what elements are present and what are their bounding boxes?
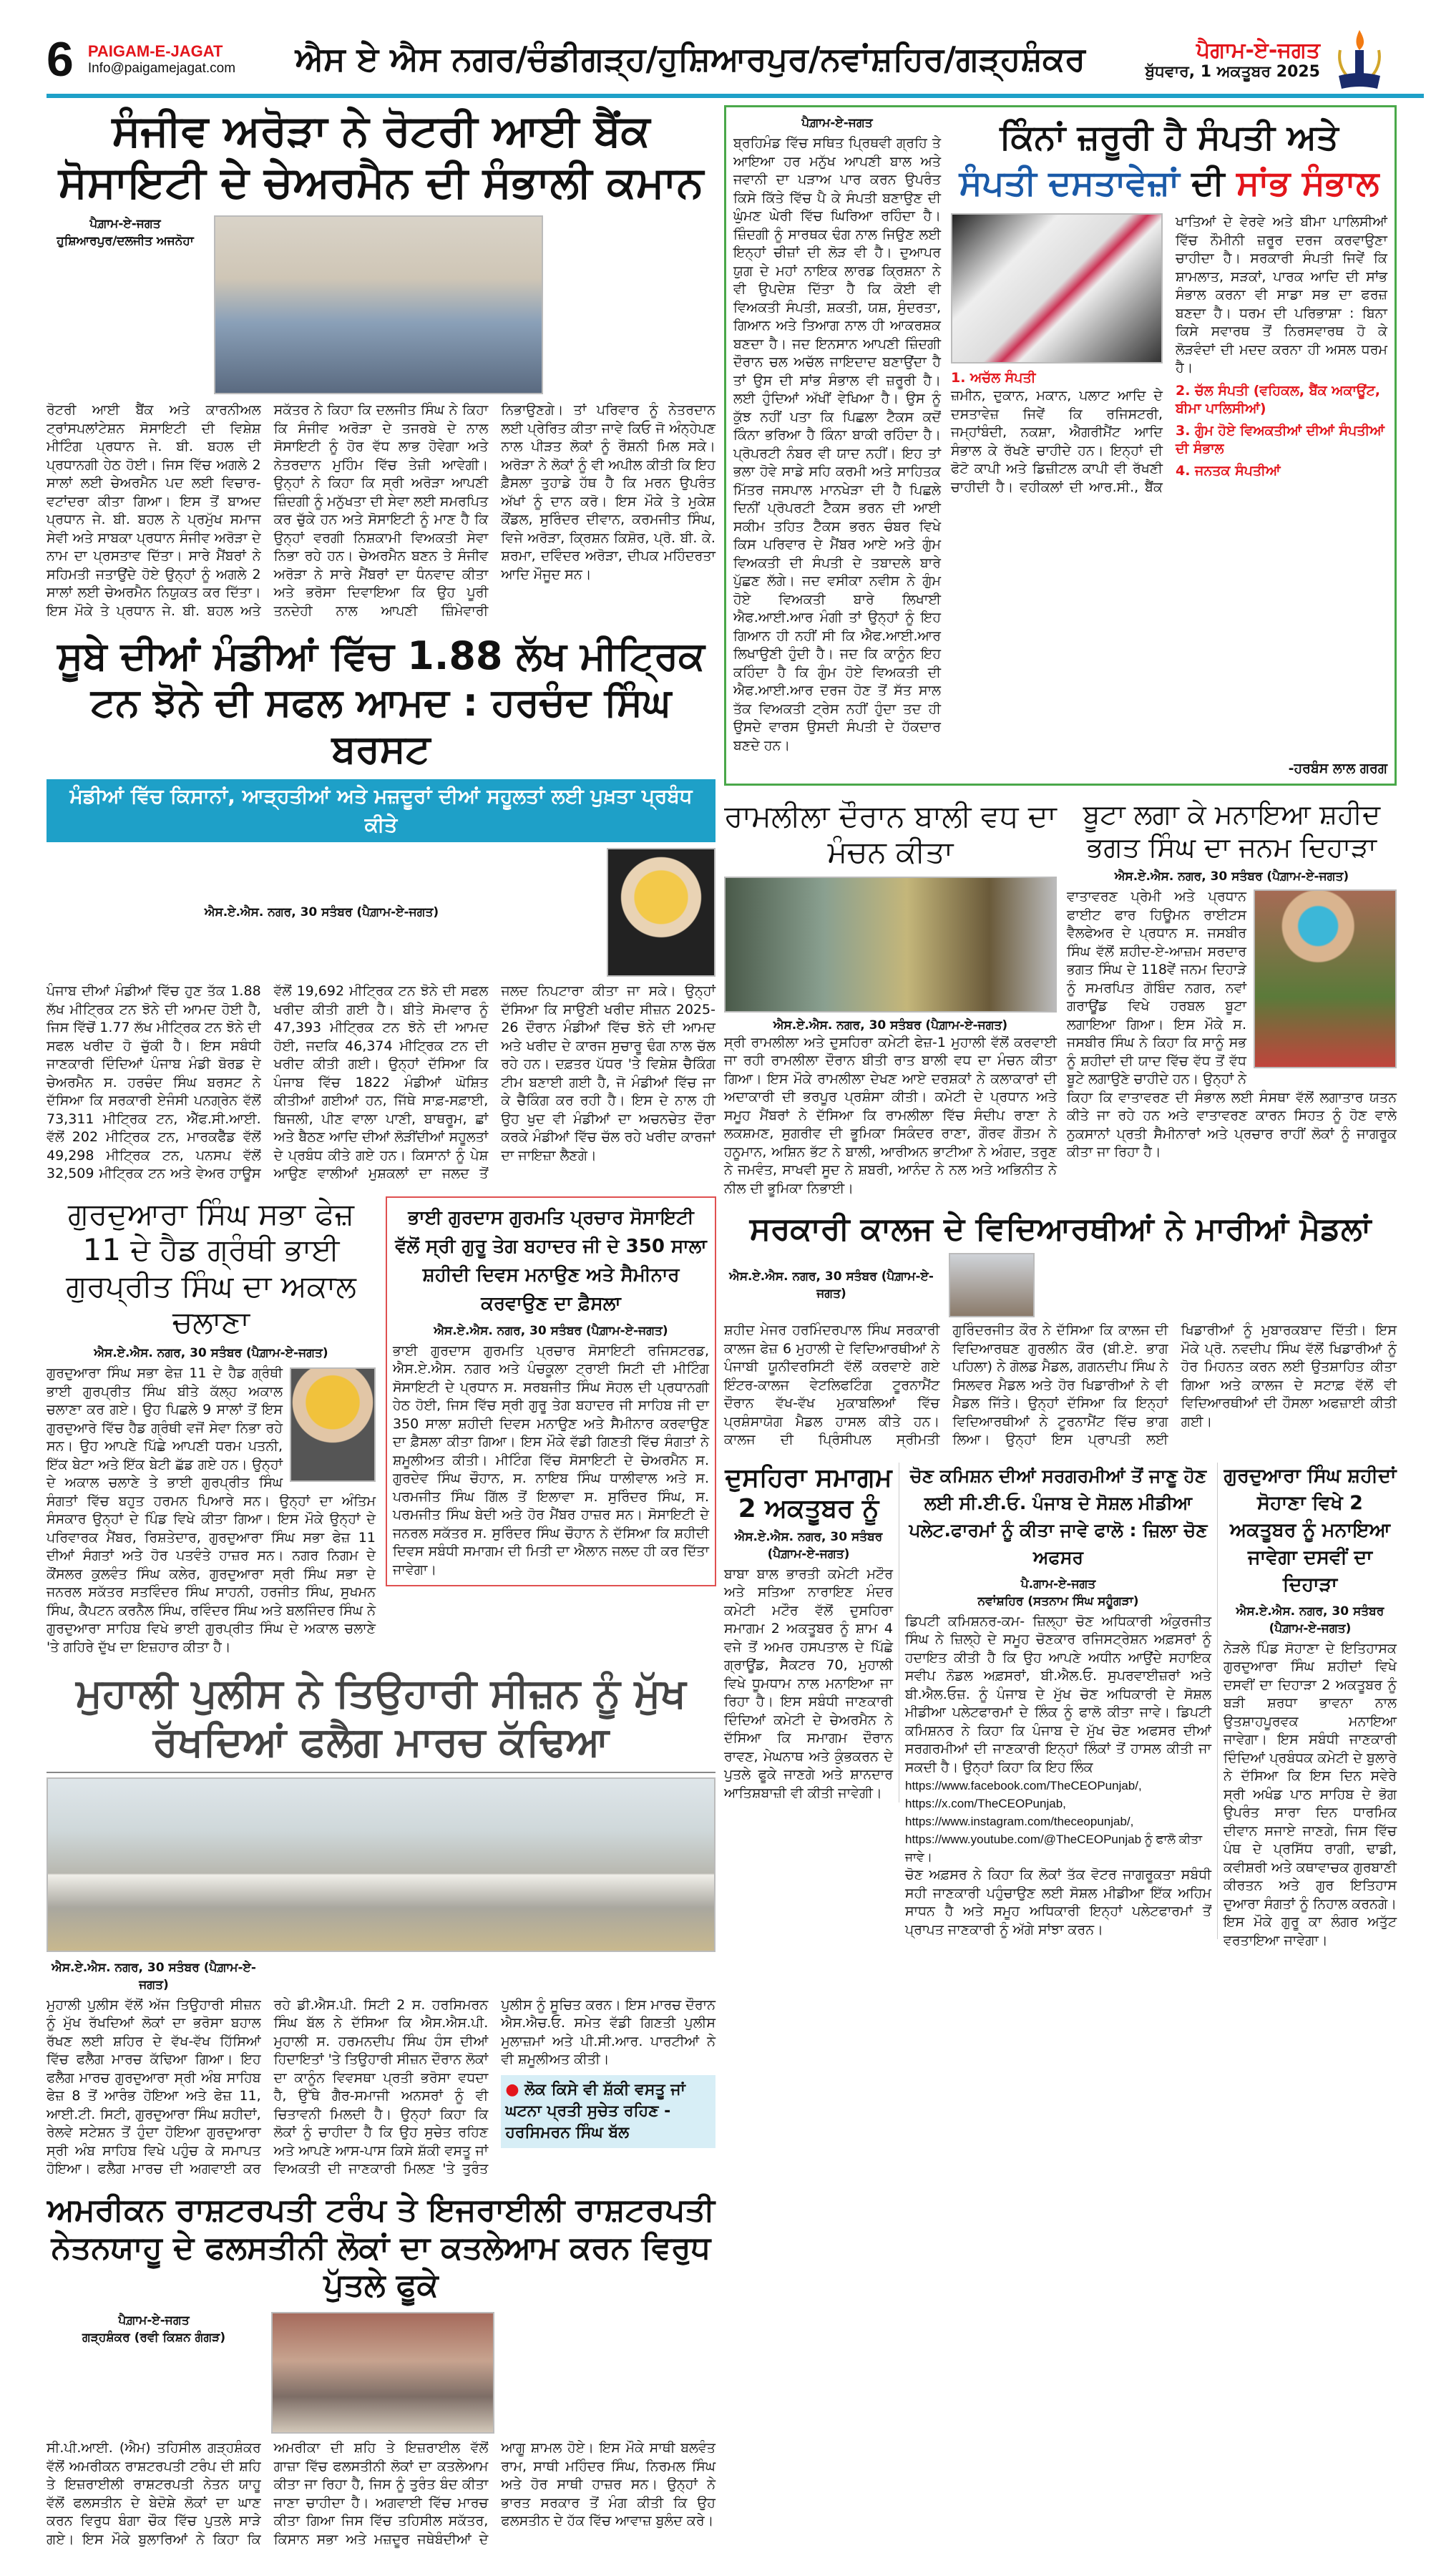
dateline: ਐਸ.ਏ.ਐਸ. ਨਗਰ, 30 ਸਤੰਬਰ (ਪੈਗ਼ਾਮ-ਏ-ਜਗਤ)	[94, 1346, 328, 1361]
article-ramlila	[724, 799, 1057, 1198]
dateline: ਗੜ੍ਹਸ਼ੰਕਰ (ਰਵੀ ਕਿਸ਼ਨ ਗੰਗੜ)	[82, 2331, 226, 2346]
article-rotary	[47, 105, 716, 620]
article-body: ਜ਼ਮੀਨ, ਦੁਕਾਨ, ਮਕਾਨ, ਪਲਾਟ ਆਦਿ ਦੇ ਦਸਤਾਵੇਜ਼ ਜਿਵੇਂ ਕਿ ਰਜਿਸਟਰੀ, ਜਮ੍ਹਾਂਬੰਦੀ, ਨਕਸ਼ਾ, ਐਗਰੀਮੈਂਟ ਆਦਿ ਸੰਭਾਲ ਕੇ ਰੱਖਣੇ ਚਾਹੀਦੇ ਹਨ। ਇਨ੍ਹਾਂ ਦੀ ਫੋਟੋ ਕਾਪੀ ਅਤੇ ਡਿਜ਼ੀਟਲ ਕਾਪੀ ਵੀ ਰੱਖਣੀ ਚਾਹੀਦੀ ਹੈ। ਵਹੀਕਲਾਂ ਦੀ ਆਰ.ਸੀ., ਬੈਂਕ ਖਾਤਿਆਂ ਦੇ ਵੇਰਵੇ ਅਤੇ ਬੀਮਾ ਪਾਲਿਸੀਆਂ ਵਿੱਚ ਨੌਮੀਨੀ ਜ਼ਰੂਰ ਦਰਜ ਕਰਵਾਉਣਾ ਚਾਹੀਦਾ ਹੈ। ਸਰਕਾਰੀ ਸੰਪਤੀ ਜਿਵੇਂ ਕਿ ਸ਼ਾਮਲਾਤ, ਸੜਕਾਂ, ਪਾਰਕ ਆਦਿ ਦੀ ਸਾਂਭ ਸੰਭਾਲ ਕਰਨਾ ਵੀ ਸਾਡਾ ਸਭ ਦਾ ਫਰਜ਼ ਬਣਦਾ ਹੈ। ਧਰਮ ਦੀ ਪਰਿਭਾਸ਼ਾ : ਬਿਨਾ ਕਿਸੇ ਸਵਾਰਥ ਤੋਂ ਨਿਰਸਵਾਰਥ ਹੋ ਕੇ ਲੋੜਵੰਦਾਂ ਦੀ ਮਦਦ ਕਰਨਾ ਹੀ ਅਸਲ ਧਰਮ ਹੈ।	[951, 214, 1387, 495]
article-body: ਚੋਣ ਅਫ਼ਸਰ ਨੇ ਕਿਹਾ ਕਿ ਲੋਕਾਂ ਤੱਕ ਵੋਟਰ ਜਾਗਰੂਕਤਾ ਸਬੰਧੀ ਸਹੀ ਜਾਣਕਾਰੀ ਪਹੁੰਚਾਉਣ ਲਈ ਸੋਸ਼ਲ ਮੀਡੀਆ ਇੱਕ ਅਹਿਮ ਸਾਧਨ ਹੈ ਅਤੇ ਸਮੂਹ ਅਧਿਕਾਰੀ ਇਨ੍ਹਾਂ ਪਲੇਟਫਾਰਮਾਂ ਤੋਂ ਪ੍ਰਾਪਤ ਜਾਣਕਾਰੀ ਨੂੰ ਅੱਗੇ ਸਾਂਝਾ ਕਰਨ।	[905, 1867, 1211, 1938]
subhead: 2. ਚੱਲ ਸੰਪਤੀ (ਵਹਿਕਲ, ਬੈਂਕ ਅਕਾਊਂਟ, ਬੀਮਾ ਪਾਲਿਸੀਆਂ)	[1176, 382, 1381, 416]
article-police	[47, 1669, 716, 2178]
article-body: ਵਾਤਾਵਰਣ ਪ੍ਰੇਮੀ ਅਤੇ ਪ੍ਰਧਾਨ ਫਾਈਟ ਫਾਰ ਹਿਊਮਨ ਰਾਈਟਸ ਵੈਲਫੇਅਰ ਦੇ ਪ੍ਰਧਾਨ ਸ. ਜਸਬੀਰ ਸਿੰਘ ਵੱਲੋਂ ਸ਼ਹੀਦ-ਏ-ਆਜ਼ਮ ਸਰਦਾਰ ਭਗਤ ਸਿੰਘ ਦੇ 118ਵੇਂ ਜਨਮ ਦਿਹਾੜੇ ਨੂੰ ਸਮਰਪਿਤ ਗੋਬਿੰਦ ਨਗਰ, ਨਵਾਂ ਗਰਾਊਂਡ ਵਿਖੇ ਹਰਬਲ ਬੂਟਾ ਲਗਾਇਆ ਗਿਆ। ਇਸ ਮੌਕੇ ਸ. ਜਸਬੀਰ ਸਿੰਘ ਨੇ ਕਿਹਾ ਕਿ ਸਾਨੂੰ ਸਭ ਨੂੰ ਸ਼ਹੀਦਾਂ ਦੀ ਯਾਦ ਵਿੱਚ ਵੱਧ ਤੋਂ ਵੱਧ ਬੂਟੇ ਲਗਾਉਣੇ ਚਾਹੀਦੇ ਹਨ। ਉਨ੍ਹਾਂ ਨੇ ਕਿਹਾ ਕਿ ਵਾਤਾਵਰਣ ਦੀ ਸੰਭਾਲ ਲਈ ਸੰਸਥਾ ਵੱਲੋਂ ਲਗਾਤਾਰ ਯਤਨ ਕੀਤੇ ਜਾ ਰਹੇ ਹਨ ਅਤੇ ਵਾਤਾਵਰਣ ਕਾਰਨ ਸਿਹਤ ਨੂੰ ਹੋਣ ਵਾਲੇ ਨੁਕਸਾਨਾਂ ਪ੍ਰਤੀ ਸੈਮੀਨਾਰਾਂ ਅਤੇ ਪ੍ਰਚਾਰ ਰਾਹੀਂ ਲੋਕਾਂ ਨੂੰ ਜਾਗਰੂਕ ਕੀਤਾ ਜਾ ਰਿਹਾ ਹੈ।	[1067, 889, 1397, 1161]
headline-election: ਚੋਣ ਕਮਿਸ਼ਨ ਦੀਆਂ ਸਰਗਰਮੀਆਂ ਤੋਂ ਜਾਣੂ ਹੋਣ ਲਈ ਸੀ.ਈ.ਓ. ਪੰਜਾਬ ਦੇ ਸੋਸ਼ਲ ਮੀਡੀਆ ਪਲੇਟ.ਫਾਰਮਾਂ ਨੂੰ ਕੀਤਾ ਜਾਵੇ ਫਾਲੋ : ਜ਼ਿਲਾ ਚੋਣ ਅਫਸਰ	[909, 1465, 1208, 1568]
article-tree	[1067, 799, 1397, 1162]
brand-punjabi: ਪੈਗਾਮ-ਏ-ਜਗਤ	[1196, 37, 1320, 63]
photo-flag-march	[47, 1777, 716, 1952]
headline-part: ਸਾਂਭ ਸੰਭਾਲ	[1236, 163, 1379, 203]
source: ਪੈਗ਼ਾਮ-ਏ-ਜਗਤ	[118, 2313, 190, 2328]
date-block	[1145, 38, 1320, 81]
article-body: ਗੁਰਦੁਆਰਾ ਸਿੰਘ ਸਭਾ ਫੇਜ਼ 11 ਦੇ ਹੈਡ ਗ੍ਰੰਥੀ ਭਾਈ ਗੁਰਪ੍ਰੀਤ ਸਿੰਘ ਬੀਤੇ ਕੱਲ੍ਹ ਅਕਾਲ ਚਲਾਣਾ ਕਰ ਗਏ। ਉਹ ਪਿਛਲੇ 9 ਸਾਲਾਂ ਤੋਂ ਇਸ ਗੁਰਦੁਆਰੇ ਵਿੱਚ ਹੈਡ ਗ੍ਰੰਥੀ ਵਜੋਂ ਸੇਵਾ ਨਿਭਾ ਰਹੇ ਸਨ। ਉਹ ਆਪਣੇ ਪਿੱਛੇ ਆਪਣੀ ਧਰਮ ਪਤਨੀ, ਇੱਕ ਬੇਟਾ ਅਤੇ ਇੱਕ ਬੇਟੀ ਛੱਡ ਗਏ ਹਨ। ਉਨ੍ਹਾਂ ਦੇ ਅਕਾਲ ਚਲਾਣੇ ਤੇ ਭਾਈ ਗੁਰਪ੍ਰੀਤ ਸਿੰਘ ਸੰਗਤਾਂ ਵਿੱਚ ਬਹੁਤ ਹਰਮਨ ਪਿਆਰੇ ਸਨ। ਉਨ੍ਹਾਂ ਦਾ ਅੰਤਿਮ ਸੰਸਕਾਰ ਉਨ੍ਹਾਂ ਦੇ ਪਿੰਡ ਵਿਖੇ ਕੀਤਾ ਗਿਆ। ਇਸ ਮੌਕੇ ਉਨ੍ਹਾਂ ਦੇ ਪਰਿਵਾਰਕ ਮੈਂਬਰ, ਰਿਸ਼ਤੇਦਾਰ, ਗੁਰਦੁਆਰਾ ਸਿੰਘ ਸਭਾ ਫੇਜ਼ 11 ਦੀਆਂ ਸੰਗਤਾਂ ਅਤੇ ਹੋਰ ਪਤਵੰਤੇ ਹਾਜ਼ਰ ਸਨ। ਨਗਰ ਨਿਗਮ ਦੇ ਕੌਂਸਲਰ ਕੁਲਵੰਤ ਸਿੰਘ ਕਲੇਰ, ਗੁਰਦੁਆਰਾ ਸ੍ਰੀ ਸਿੰਘ ਸਭਾ ਦੇ ਜਨਰਲ ਸਕੱਤਰ ਸਤਵਿੰਦਰ ਸਿੰਘ ਸਾਹਨੀ, ਹਰਜੀਤ ਸਿੰਘ, ਸੁਖਮਨ ਸਿੰਘ, ਕੈਪਟਨ ਕਰਨੈਲ ਸਿੰਘ, ਰਵਿੰਦਰ ਸਿੰਘ ਅਤੇ ਬਲਜਿੰਦਰ ਸਿੰਘ ਨੇ ਗੁਰਦੁਆਰਾ ਸਾਹਿਬ ਵਿਖੇ ਭਾਈ ਗੁਰਪ੍ਰੀਤ ਸਿੰਘ ਦੇ ਅਕਾਲ ਚਲਾਣੇ 'ਤੇ ਗਹਿਰੇ ਦੁੱਖ ਦਾ ਇਜ਼ਹਾਰ ਕੀਤਾ ਹੈ।	[47, 1365, 376, 1655]
article-college	[724, 1211, 1397, 1449]
dateline: ਨਵਾਂਸ਼ਹਿਰ (ਸਤਨਾਮ ਸਿੰਘ ਸਹੂੰਗੜਾ)	[977, 1594, 1139, 1609]
masthead	[0, 0, 1431, 94]
headline-part: ਕਿੰਨਾਂ ਜ਼ਰੂਰੀ ਹੈ ਸੰਪਤੀ ਅਤੇ	[1000, 117, 1339, 157]
article-body: ਰੋਟਰੀ ਆਈ ਬੈਂਕ ਅਤੇ ਕਾਰਨੀਅਲ ਟ੍ਰਾਂਸਪਲਾਂਟੇਸ਼ਨ ਸੋਸਾਇਟੀ ਦੀ ਵਿਸ਼ੇਸ਼ ਮੀਟਿੰਗ ਪ੍ਰਧਾਨ ਜੇ. ਬੀ. ਬਹਲ ਦੀ ਪ੍ਰਧਾਨਗੀ ਹੇਠ ਹੋਈ। ਜਿਸ ਵਿੱਚ ਅਗਲੇ 2 ਸਾਲਾਂ ਲਈ ਚੇਅਰਮੈਨ ਪਦ ਲਈ ਵਿਚਾਰ-ਵਟਾਂਦਰਾ ਕੀਤਾ ਗਿਆ। ਇਸ ਤੋਂ ਬਾਅਦ ਪ੍ਰਧਾਨ ਜੇ. ਬੀ. ਬਹਲ ਨੇ ਪ੍ਰਮੁੱਖ ਸਮਾਜ ਸੇਵੀ ਅਤੇ ਸਾਬਕਾ ਪ੍ਰਧਾਨ ਸੰਜੀਵ ਅਰੋੜਾ ਦੇ ਨਾਮ ਦਾ ਪ੍ਰਸਤਾਵ ਦਿੱਤਾ। ਸਾਰੇ ਮੈਂਬਰਾਂ ਨੇ ਸਹਿਮਤੀ ਜਤਾਉਂਦੇ ਹੋਏ ਉਨ੍ਹਾਂ ਨੂੰ ਅਗਲੇ 2 ਸਾਲਾਂ ਲਈ ਚੇਅਰਮੈਨ ਨਿਯੁਕਤ ਕਰ ਦਿੱਤਾ। ਇਸ ਮੌਕੇ ਤੇ ਪ੍ਰਧਾਨ ਜੇ. ਬੀ. ਬਹਲ ਅਤੇ ਸਕੱਤਰ ਨੇ ਕਿਹਾ ਕਿ ਦਲਜੀਤ ਸਿੰਘ ਨੇ ਕਿਹਾ ਕਿ ਸੰਜੀਵ ਅਰੋੜਾ ਦੇ ਤਜਰਬੇ ਦੇ ਨਾਲ ਸੋਸਾਇਟੀ ਨੂੰ ਹੋਰ ਵੱਧ ਲਾਭ ਹੋਵੇਗਾ ਅਤੇ ਨੇਤਰਦਾਨ ਮੁਹਿੰਮ ਵਿੱਚ ਤੇਜ਼ੀ ਆਵੇਗੀ। ਉਨ੍ਹਾਂ ਨੇ ਕਿਹਾ ਕਿ ਸ੍ਰੀ ਅਰੋੜਾ ਆਪਣੀ ਜ਼ਿੰਦਗੀ ਨੂੰ ਮਨੁੱਖਤਾ ਦੀ ਸੇਵਾ ਲਈ ਸਮਰਪਿਤ ਕਰ ਚੁੱਕੇ ਹਨ ਅਤੇ ਸੋਸਾਇਟੀ ਨੂੰ ਮਾਣ ਹੈ ਕਿ ਉਨ੍ਹਾਂ ਵਰਗੀ ਨਿਸ਼ਕਾਮੀ ਵਿਅਕਤੀ ਸੇਵਾ ਨਿਭਾ ਰਹੇ ਹਨ। ਚੇਅਰਮੈਨ ਬਣਨ ਤੇ ਸੰਜੀਵ ਅਰੋੜਾ ਨੇ ਸਾਰੇ ਮੈਂਬਰਾਂ ਦਾ ਧੰਨਵਾਦ ਕੀਤਾ ਅਤੇ ਭਰੋਸਾ ਦਿਵਾਇਆ ਕਿ ਉਹ ਪੂਰੀ ਤਨਦੇਹੀ ਨਾਲ ਆਪਣੀ ਜ਼ਿੰਮੇਵਾਰੀ ਨਿਭਾਉਣਗੇ। ਤਾਂ ਪਰਿਵਾਰ ਨੂੰ ਨੇਤਰਦਾਨ ਲਈ ਪ੍ਰੇਰਿਤ ਕੀਤਾ ਜਾਵੇ ਕਿਓ ਜੋ ਅੰਨ੍ਹੇਪਣ ਨਾਲ ਪੀੜਤ ਲੋਕਾਂ ਨੂੰ ਰੌਸ਼ਨੀ ਮਿਲ ਸਕੇ। ਅਰੋੜਾ ਨੇ ਲੋਕਾਂ ਨੂੰ ਵੀ ਅਪੀਲ ਕੀਤੀ ਕਿ ਇਹ ਫ਼ੈਸਲਾ ਤੁਹਾਡੇ ਹੱਥ ਹੈ ਕਿ ਮਰਨ ਉਪਰੰਤ ਅੱਖਾਂ ਨੂੰ ਦਾਨ ਕਰੋ। ਇਸ ਮੌਕੇ ਤੇ ਮੁਕੇਸ਼ ਕੌਂਡਲ, ਸੁਰਿੰਦਰ ਦੀਵਾਨ, ਕਰਮਜੀਤ ਸਿੰਘ, ਵਿਜੇ ਅਰੋੜਾ, ਕ੍ਰਿਸ਼ਨ ਕਿਸ਼ੋਰ, ਪ੍ਰੋ. ਬੀ. ਕੇ. ਸ਼ਰਮਾ, ਦਵਿੰਦਰ ਅਰੋੜਾ, ਦੀਪਕ ਮਹਿੰਦਰਤਾ ਆਦਿ ਮੌਜੂਦ ਸਨ।	[47, 402, 716, 619]
article-effigy	[47, 2192, 716, 2549]
author: -ਹਰਬੰਸ ਲਾਲ ਗਰਗ	[1288, 761, 1387, 776]
article-body: ਸ੍ਰੀ ਰਾਮਲੀਲਾ ਅਤੇ ਦੁਸਹਿਰਾ ਕਮੇਟੀ ਫੇਜ਼-1 ਮੁਹਾਲੀ ਵੱਲੋਂ ਕਰਵਾਈ ਜਾ ਰਹੀ ਰਾਮਲੀਲਾ ਦੌਰਾਨ ਬੀਤੀ ਰਾਤ ਬਾਲੀ ਵਧ ਦਾ ਮੰਚਨ ਕੀਤਾ ਗਿਆ। ਇਸ ਮੌਕੇ ਰਾਮਲੀਲਾ ਦੇਖਣ ਆਏ ਦਰਸ਼ਕਾਂ ਨੇ ਕਲਾਕਾਰਾਂ ਦੀ ਅਦਾਕਾਰੀ ਦੀ ਭਰਪੂਰ ਪ੍ਰਸ਼ੰਸਾ ਕੀਤੀ। ਕਮੇਟੀ ਦੇ ਪ੍ਰਧਾਨ ਅਤੇ ਸਮੂਹ ਮੈਂਬਰਾਂ ਨੇ ਦੱਸਿਆ ਕਿ ਰਾਮਲੀਲਾ ਵਿੱਚ ਸੰਦੀਪ ਰਾਣਾ ਨੇ ਲਕਸ਼ਮਣ, ਸੁਗਰੀਵ ਦੀ ਭੂਮਿਕਾ ਸਿਕੰਦਰ ਰਾਣਾ, ਗੌਰਵ ਗੌਤਮ ਨੇ ਹਨੂਮਾਨ, ਅਸ਼ਿਨ ਭੱਟ ਨੇ ਬਾਲੀ, ਆਰੀਅਨ ਭਾਟੀਆ ਨੇ ਅੰਗਦ, ਤਰੁਣ ਨੇ ਜਮਵੰਤ, ਸਾਖਵੀ ਸੂਦ ਨੇ ਸ਼ਬਰੀ, ਆਨੰਦ ਨੇ ਨਲ ਅਤੇ ਅਭਿਨੀਤ ਨੇ ਨੀਲ ਦੀ ਭੂਮਿਕਾ ਨਿਭਾਈ।	[724, 1034, 1057, 1196]
source: ਪੈਗ਼ਾਮ-ਏ-ਜਗਤ	[801, 116, 873, 130]
headline-gurmat: ਭਾਈ ਗੁਰਦਾਸ ਗੁਰਮਤਿ ਪ੍ਰਚਾਰ ਸੋਸਾਇਟੀ ਵੱਲੋਂ ਸ੍ਰੀ ਗੁਰੂ ਤੇਗ ਬਹਾਦਰ ਜੀ ਦੇ 350 ਸਾਲਾ ਸ਼ਹੀਦੀ ਦਿਵਸ ਮਨਾਉਣ ਅਤੇ ਸੈਮੀਨਾਰ ਕਰਵਾਉਣ ਦਾ ਫ਼ੈਸਲਾ	[395, 1206, 707, 1314]
photo-rotary-group	[214, 215, 543, 394]
photo-gurpreet-singh	[290, 1367, 376, 1482]
headline-part: ਸੰਪਤੀ ਦਸਤਾਵੇਜ਼ਾਂ	[959, 163, 1180, 203]
photo-effigy-protest	[271, 2312, 494, 2434]
photo-property-documents	[951, 213, 1163, 364]
headline-property	[951, 114, 1387, 206]
article-body: ਬਾਬਾ ਬਾਲ ਭਾਰਤੀ ਕਮੇਟੀ ਮਟੌਰ ਅਤੇ ਸਤਿਆ ਨਾਰਾਇਣ ਮੰਦਰ ਕਮੇਟੀ ਮਟੌਰ ਵੱਲੋਂ ਦੁਸਹਿਰਾ ਸਮਾਗਮ 2 ਅਕਤੂਬਰ ਨੂੰ ਸ਼ਾਮ 4 ਵਜੇ ਤੋਂ ਅਮਰ ਹਸਪਤਾਲ ਦੇ ਪਿੱਛੇ ਗ੍ਰਾਊਂਡ, ਸੈਕਟਰ 70, ਮੁਹਾਲੀ ਵਿਖੇ ਧੂਮਧਾਮ ਨਾਲ ਮਨਾਇਆ ਜਾ ਰਿਹਾ ਹੈ। ਇਸ ਸਬੰਧੀ ਜਾਣਕਾਰੀ ਦਿੰਦਿਆਂ ਕਮੇਟੀ ਦੇ ਚੇਅਰਮੈਨ ਨੇ ਦੱਸਿਆ ਕਿ ਸਮਾਗਮ ਦੌਰਾਨ ਰਾਵਣ, ਮੇਘਨਾਥ ਅਤੇ ਕੁੰਭਕਰਨ ਦੇ ਪੁਤਲੇ ਫੂਕੇ ਜਾਣਗੇ ਅਤੇ ਸ਼ਾਨਦਾਰ ਆਤਿਸ਼ਬਾਜ਼ੀ ਵੀ ਕੀਤੀ ਜਾਵੇਗੀ।	[724, 1566, 893, 1801]
source: ਪੈ.ਗਾਮ-ਏ-ਜਗਤ	[1020, 1576, 1096, 1591]
link-instagram[interactable]: https://www.instagram.com/theceopunjab/,	[905, 1815, 1134, 1829]
bullet-icon: ●	[505, 2080, 525, 2099]
article-dussehra	[724, 1463, 899, 1803]
headline-police: ਮੁਹਾਲੀ ਪੁਲੀਸ ਨੇ ਤਿਉਹਾਰੀ ਸੀਜ਼ਨ ਨੂੰ ਮੁੱਖ ਰੱਖਦਿਆਂ ਫਲੈਗ ਮਾਰਚ ਕੱਢਿਆ	[47, 1669, 716, 1772]
photo-college-students	[949, 1253, 1035, 1317]
headline-rotary: ਸੰਜੀਵ ਅਰੋੜਾ ਨੇ ਰੋਟਰੀ ਆਈ ਬੈਂਕ ਸੋਸਾਇਟੀ ਦੇ ਚੇਅਰਮੈਨ ਦੀ ਸੰਭਾਲੀ ਕਮਾਨ	[58, 106, 704, 208]
article-obituary	[47, 1196, 376, 1657]
headline-college: ਸਰਕਾਰੀ ਕਾਲਜ ਦੇ ਵਿਦਿਆਰਥੀਆਂ ਨੇ ਮਾਰੀਆਂ ਮੈਡਲਾਂ	[749, 1211, 1372, 1248]
headline-effigy: ਅਮਰੀਕਨ ਰਾਸ਼ਟਰਪਤੀ ਟਰੰਪ ਤੇ ਇਜਰਾਈਲੀ ਰਾਸ਼ਟਰਪਤੀ ਨੇਤਨਯਾਹੂ ਦੇ ਫਲਸਤੀਨੀ ਲੋਕਾਂ ਦਾ ਕਤਲੇਆਮ ਕਰਨ ਵਿਰੁਧ ਪੁੱਤਲੇ ਫੂਕੇ	[47, 2191, 715, 2304]
link-youtube[interactable]: https://www.youtube.com/@TheCEOPunjab ਨੂੰ ਫਾਲੋ ਕੀਤਾ ਜਾਵੇ।	[905, 1833, 1203, 1865]
banner-text: ਮੰਡੀਆਂ ਵਿੱਚ ਕਿਸਾਨਾਂ, ਆੜ੍ਹਤੀਆਂ ਅਤੇ ਮਜ਼ਦੂਰਾਂ ਦੀਆਂ ਸਹੂਲਤਾਂ ਲਈ ਪੁਖ਼ਤਾ ਪ੍ਰਬੰਧ ਕੀਤੇ	[69, 784, 693, 837]
section-title: ਐਸ ਏ ਐਸ ਨਗਰ/ਚੰਡੀਗੜ੍ਹ/ਹੁਸ਼ਿਆਰਪੁਰ/ਨਵਾਂਸ਼ਹਿਰ/ਗੜ੍ਹਸ਼ੰਕਰ	[295, 39, 1085, 78]
ramlila-tree-row	[724, 799, 1397, 1198]
headline-obituary: ਗੁਰਦੁਆਰਾ ਸਿੰਘ ਸਭਾ ਫੇਜ਼ 11 ਦੇ ਹੈਡ ਗ੍ਰੰਥੀ ਭਾਈ ਗੁਰਪ੍ਰੀਤ ਸਿੰਘ ਦਾ ਅਕਾਲ ਚਲਾਣਾ	[66, 1196, 356, 1340]
photo-harchand-singh	[607, 848, 716, 977]
brand-name: PAIGAM-E-JAGAT	[87, 42, 223, 60]
article-election	[899, 1463, 1218, 1940]
headline-part: ਦੀ	[1191, 163, 1225, 203]
headline-gurdwara-sohana: ਗੁਰਦੁਆਰਾ ਸਿੰਘ ਸ਼ਹੀਦਾਂ ਸੋਹਾਣਾ ਵਿਖੇ 2 ਅਕਤੂਬਰ ਨੂੰ ਮਨਾਇਆ ਜਾਵੇਗਾ ਦਸਵੀਂ ਦਾ ਦਿਹਾੜਾ	[1224, 1464, 1397, 1596]
headline-paddy: ਸੂਬੇ ਦੀਆਂ ਮੰਡੀਆਂ ਵਿੱਚ 1.88 ਲੱਖ ਮੀਟ੍ਰਿਕ ਟਨ ਝੋਨੇ ਦੀ ਸਫਲ ਆਮਦ : ਹਰਚੰਦ ਸਿੰਘ ਬਰਸਟ	[57, 633, 705, 771]
article-gurdwara-sohana	[1218, 1463, 1397, 1951]
logo	[1334, 29, 1384, 89]
dateline: ਐਸ.ਏ.ਐਸ. ਨਗਰ, 30 ਸਤੰਬਰ (ਪੈਗ਼ਾਮ-ਏ-ਜਗਤ)	[52, 1960, 256, 1992]
headline-dussehra: ਦੁਸਹਿਰਾ ਸਮਾਗਮ 2 ਅਕਤੂਬਰ ਨੂੰ	[725, 1463, 892, 1523]
dateline: ਐਸ.ਏ.ਐਸ. ਨਗਰ, 30 ਸਤੰਬਰ (ਪੈਗ਼ਾਮ-ਏ-ਜਗਤ)	[434, 1323, 668, 1338]
dateline: ਐਸ.ਏ.ਐਸ. ਨਗਰ, 30 ਸਤੰਬਰ (ਪੈਗ਼ਾਮ-ਏ-ਜਗਤ)	[734, 1529, 883, 1561]
gurmat-box	[386, 1196, 716, 1587]
brand-block	[88, 42, 235, 77]
article-body: ਸੀ.ਪੀ.ਆਈ. (ਐਮ) ਤਹਿਸੀਲ ਗੜ੍ਹਸ਼ੰਕਰ ਵੱਲੋਂ ਅਮਰੀਕਨ ਰਾਸ਼ਟਰਪਤੀ ਟਰੰਪ ਦੀ ਸ਼ਹਿ ਤੇ ਇਜ਼ਰਾਈਲੀ ਰਾਸ਼ਟਰਪਤੀ ਨੇਤਨ ਯਾਹੂ ਵੱਲੋਂ ਫਲਸਤੀਨ ਦੇ ਬੇਦੋਸ਼ੇ ਲੋਕਾਂ ਦਾ ਘਾਣ ਕਰਨ ਵਿਰੁਧ ਬੰਗਾ ਚੌਕ ਵਿੱਚ ਪੁਤਲੇ ਸਾੜੇ ਗਏ। ਇਸ ਮੌਕੇ ਬੁਲਾਰਿਆਂ ਨੇ ਕਿਹਾ ਕਿ ਅਮਰੀਕਾ ਦੀ ਸ਼ਹਿ ਤੇ ਇਜ਼ਰਾਈਲ ਵੱਲੋਂ ਗਾਜ਼ਾ ਵਿੱਚ ਫਲਸਤੀਨੀ ਲੋਕਾਂ ਦਾ ਕਤਲੇਆਮ ਕੀਤਾ ਜਾ ਰਿਹਾ ਹੈ, ਜਿਸ ਨੂੰ ਤੁਰੰਤ ਬੰਦ ਕੀਤਾ ਜਾਣਾ ਚਾਹੀਦਾ ਹੈ। ਅਗਵਾਈ ਵਿੱਚ ਮਾਰਚ ਕੀਤਾ ਗਿਆ ਜਿਸ ਵਿੱਚ ਤਹਿਸੀਲ ਸਕੱਤਰ, ਕਿਸਾਨ ਸਭਾ ਅਤੇ ਮਜ਼ਦੂਰ ਜਥੇਬੰਦੀਆਂ ਦੇ ਆਗੂ ਸ਼ਾਮਲ ਹੋਏ। ਇਸ ਮੌਕੇ ਸਾਥੀ ਬਲਵੰਤ ਰਾਮ, ਸਾਥੀ ਮਹਿੰਦਰ ਸਿੰਘ, ਨਿਰਮਲ ਸਿੰਘ ਅਤੇ ਹੋਰ ਸਾਥੀ ਹਾਜ਼ਰ ਸਨ। ਉਨ੍ਹਾਂ ਨੇ ਭਾਰਤ ਸਰਕਾਰ ਤੋਂ ਮੰਗ ਕੀਤੀ ਕਿ ਉਹ ਫਲਸਤੀਨ ਦੇ ਹੱਕ ਵਿੱਚ ਆਵਾਜ਼ ਬੁਲੰਦ ਕਰੇ।	[47, 2440, 716, 2547]
subhead: 1. ਅਚੱਲ ਸੰਪਤੀ	[951, 370, 1036, 386]
email[interactable]: Info@paigamejagat.com	[87, 60, 236, 76]
article-body: ਭਾਈ ਗੁਰਦਾਸ ਗੁਰਮਤਿ ਪ੍ਰਚਾਰ ਸੋਸਾਇਟੀ ਰਜਿਸਟਰਡ, ਐਸ.ਏ.ਐਸ. ਨਗਰ ਅਤੇ ਪੰਚਕੂਲਾ ਟ੍ਰਾਈ ਸਿਟੀ ਦੀ ਮੀਟਿੰਗ ਸੋਸਾਇਟੀ ਦੇ ਪ੍ਰਧਾਨ ਸ. ਸਰਬਜੀਤ ਸਿੰਘ ਸੋਹਲ ਦੀ ਪ੍ਰਧਾਨਗੀ ਹੇਠ ਹੋਈ, ਜਿਸ ਵਿੱਚ ਸ੍ਰੀ ਗੁਰੂ ਤੇਗ ਬਹਾਦਰ ਜੀ ਸਾਹਿਬ ਜੀ ਦਾ 350 ਸਾਲਾ ਸ਼ਹੀਦੀ ਦਿਵਸ ਮਨਾਉਣ ਅਤੇ ਸੈਮੀਨਾਰ ਕਰਵਾਉਣ ਦਾ ਫ਼ੈਸਲਾ ਕੀਤਾ ਗਿਆ। ਇਸ ਮੌਕੇ ਵੱਡੀ ਗਿਣਤੀ ਵਿੱਚ ਸੰਗਤਾਂ ਨੇ ਸ਼ਮੂਲੀਅਤ ਕੀਤੀ। ਮੀਟਿੰਗ ਵਿੱਚ ਸੋਸਾਇਟੀ ਦੇ ਚੇਅਰਮੈਨ ਸ. ਗੁਰਦੇਵ ਸਿੰਘ ਚੌਹਾਨ, ਸ. ਨਾਇਬ ਸਿੰਘ ਧਾਲੀਵਾਲ ਅਤੇ ਸ. ਪਰਮਜੀਤ ਸਿੰਘ ਗਿੱਲ ਤੋਂ ਇਲਾਵਾ ਸ. ਸੁਰਿੰਦਰ ਸਿੰਘ, ਸ. ਪਰਮਜੀਤ ਸਿੰਘ ਬੇਦੀ ਅਤੇ ਹੋਰ ਮੈਂਬਰ ਹਾਜ਼ਰ ਸਨ। ਸੋਸਾਇਟੀ ਦੇ ਜਨਰਲ ਸਕੱਤਰ ਸ. ਸੁਰਿੰਦਰ ਸਿੰਘ ਚੌਹਾਨ ਨੇ ਦੱਸਿਆ ਕਿ ਸ਼ਹੀਦੀ ਦਿਵਸ ਸਬੰਧੀ ਸਮਾਗਮ ਦੀ ਮਿਤੀ ਦਾ ਐਲਾਨ ਜਲਦ ਹੀ ਕਰ ਦਿੱਤਾ ਜਾਵੇਗਾ।	[393, 1342, 709, 1578]
pullquote	[501, 2075, 716, 2148]
subhead: 3. ਗੁੰਮ ਹੋਏ ਵਿਅਕਤੀਆਂ ਦੀਆਂ ਸੰਪਤੀਆਂ ਦੀ ਸੰਭਾਲ	[1176, 422, 1385, 457]
issue-date: ਬੁੱਧਵਾਰ, 1 ਅਕਤੂਬਰ 2025	[1145, 62, 1320, 81]
headline-ramlila: ਰਾਮਲੀਲਾ ਦੌਰਾਨ ਬਾਲੀ ਵਧ ਦਾ ਮੰਚਨ ਕੀਤਾ	[724, 799, 1057, 870]
dateline: ਐਸ.ਏ.ਐਸ. ਨਗਰ, 30 ਸਤੰਬਰ (ਪੈਗ਼ਾਮ-ਏ-ਜਗਤ)	[1236, 1604, 1384, 1636]
property-box	[724, 105, 1397, 786]
left-column	[47, 105, 716, 2562]
photo-tree-planting	[1254, 889, 1397, 1068]
dateline: ਐਸ.ਏ.ਐਸ. ਨਗਰ, 30 ਸਤੰਬਰ (ਪੈਗ਼ਾਮ-ਏ-ਜਗਤ)	[1114, 869, 1349, 884]
dateline: ਐਸ.ਏ.ਐਸ. ਨਗਰ, 30 ਸਤੰਬਰ (ਪੈਗ਼ਾਮ-ਏ-ਜਗਤ)	[773, 1018, 1008, 1033]
police-columns	[47, 1996, 716, 2179]
dateline: ਐਸ.ਏ.ਐਸ. ਨਗਰ, 30 ਸਤੰਬਰ (ਪੈਗ਼ਾਮ-ਏ-ਜਗਤ)	[204, 905, 439, 920]
subhead: 4. ਜਨਤਕ ਸੰਪਤੀਆਂ	[1176, 462, 1281, 479]
page-number: 6	[47, 31, 74, 87]
photo-ramlila-stage	[724, 877, 1057, 1013]
source: ਪੈਗ਼ਾਮ-ਏ-ਜਗਤ	[89, 217, 161, 231]
subheadline-banner	[47, 779, 716, 842]
torch-logo-icon	[1334, 29, 1384, 89]
article-body: ਮੁਹਾਲੀ ਪੁਲੀਸ ਵੱਲੋਂ ਅੱਜ ਤਿਉਹਾਰੀ ਸੀਜ਼ਨ ਨੂੰ ਮੁੱਖ ਰੱਖਦਿਆਂ ਲੋਕਾਂ ਦਾ ਭਰੋਸਾ ਬਹਾਲ ਰੱਖਣ ਲਈ ਸ਼ਹਿਰ ਦੇ ਵੱਖ-ਵੱਖ ਹਿੱਸਿਆਂ ਵਿੱਚ ਫਲੈਗ ਮਾਰਚ ਕੱਢਿਆ ਗਿਆ। ਇਹ ਫਲੈਗ ਮਾਰਚ ਗੁਰਦੁਆਰਾ ਸ੍ਰੀ ਅੰਬ ਸਾਹਿਬ ਫੇਜ਼ 8 ਤੋਂ ਆਰੰਭ ਹੋਇਆ ਅਤੇ ਫੇਜ਼ 11, ਆਈ.ਟੀ. ਸਿਟੀ, ਗੁਰਦੁਆਰਾ ਸਿੰਘ ਸ਼ਹੀਦਾਂ, ਰੇਲਵੇ ਸਟੇਸ਼ਨ ਤੋਂ ਹੁੰਦਾ ਹੋਇਆ ਗੁਰਦੁਆਰਾ ਸ੍ਰੀ ਅੰਬ ਸਾਹਿਬ ਵਿਖੇ ਪਹੁੰਚ ਕੇ ਸਮਾਪਤ ਹੋਇਆ। ਫਲੈਗ ਮਾਰਚ ਦੀ ਅਗਵਾਈ ਕਰ ਰਹੇ ਡੀ.ਐਸ.ਪੀ. ਸਿਟੀ 2 ਸ. ਹਰਸਿਮਰਨ ਸਿੰਘ ਬੱਲ ਨੇ ਦੱਸਿਆ ਕਿ ਐਸ.ਐਸ.ਪੀ. ਮੁਹਾਲੀ ਸ. ਹਰਮਨਦੀਪ ਸਿੰਘ ਹੰਸ ਦੀਆਂ ਹਿਦਾਇਤਾਂ 'ਤੇ ਤਿਉਹਾਰੀ ਸੀਜ਼ਨ ਦੌਰਾਨ ਲੋਕਾਂ ਦਾ ਕਾਨੂੰਨ ਵਿਵਸਥਾ ਪ੍ਰਤੀ ਭਰੋਸਾ ਵਧਦਾ ਹੈ, ਉੱਥੇ ਗੈਰ-ਸਮਾਜੀ ਅਨਸਰਾਂ ਨੂੰ ਵੀ ਚਿਤਾਵਨੀ ਮਿਲਦੀ ਹੈ। ਉਨ੍ਹਾਂ ਕਿਹਾ ਕਿ ਲੋਕਾਂ ਨੂੰ ਚਾਹੀਦਾ ਹੈ ਕਿ ਉਹ ਸੁਚੇਤ ਰਹਿਣ ਅਤੇ ਆਪਣੇ ਆਸ-ਪਾਸ ਕਿਸੇ ਸ਼ੱਕੀ ਵਸਤੂ ਜਾਂ ਵਿਅਕਤੀ ਦੀ ਜਾਣਕਾਰੀ ਮਿਲਣ 'ਤੇ ਤੁਰੰਤ ਪੁਲੀਸ ਨੂੰ ਸੂਚਿਤ ਕਰਨ। ਇਸ ਮਾਰਚ ਦੌਰਾਨ ਐਸ.ਐਚ.ਓ. ਸਮੇਤ ਵੱਡੀ ਗਿਣਤੀ ਪੁਲੀਸ ਮੁਲਾਜ਼ਮਾਂ ਅਤੇ ਪੀ.ਸੀ.ਆਰ. ਪਾਰਟੀਆਂ ਨੇ ਵੀ ਸ਼ਮੂਲੀਅਤ ਕੀਤੀ।	[47, 1996, 716, 2177]
article-body: ਡਿਪਟੀ ਕਮਿਸ਼ਨਰ-ਕਮ- ਜ਼ਿਲ੍ਹਾ ਚੋਣ ਅਧਿਕਾਰੀ ਅੰਕੁਰਜੀਤ ਸਿੰਘ ਨੇ ਜ਼ਿਲ੍ਹੇ ਦੇ ਸਮੂਹ ਚੋਣਕਾਰ ਰਜਿਸਟ੍ਰੇਸ਼ਨ ਅਫ਼ਸਰਾਂ ਨੂੰ ਹਦਾਇਤ ਕੀਤੀ ਹੈ ਕਿ ਉਹ ਆਪਣੇ ਅਧੀਨ ਆਉਂਦੇ ਸਹਾਇਕ ਸਵੀਪ ਨੋਡਲ ਅਫ਼ਸਰਾਂ, ਬੀ.ਐਲ.ਓ. ਸੁਪਰਵਾਈਜ਼ਰਾਂ ਅਤੇ ਬੀ.ਐਲ.ਓਜ਼. ਨੂੰ ਪੰਜਾਬ ਦੇ ਮੁੱਖ ਚੋਣ ਅਧਿਕਾਰੀ ਦੇ ਸੋਸ਼ਲ ਮੀਡੀਆ ਪਲੇਟਫਾਰਮਾਂ ਦੇ ਲਿੰਕ ਨੂੰ ਫਾਲੋ ਕੀਤਾ ਜਾਵੇ। ਡਿਪਟੀ ਕਮਿਸ਼ਨਰ ਨੇ ਕਿਹਾ ਕਿ ਪੰਜਾਬ ਦੇ ਮੁੱਖ ਚੋਣ ਅਫਸਰ ਦੀਆਂ ਸਰਗਰਮੀਆਂ ਦੀ ਜਾਣਕਾਰੀ ਇਨ੍ਹਾਂ ਲਿੰਕਾਂ ਤੋਂ ਹਾਸਲ ਕੀਤੀ ਜਾ ਸਕਦੀ ਹੈ। ਉਨ੍ਹਾਂ ਕਿਹਾ ਕਿ ਇਹ ਲਿੰਕ	[905, 1613, 1211, 1775]
right-column	[724, 105, 1397, 2562]
article-body: ਬ੍ਰਹਿਮੰਡ ਵਿੱਚ ਸਥਿਤ ਪ੍ਰਿਥਵੀ ਗ੍ਰਹਿ ਤੇ ਆਇਆ ਹਰ ਮਨੁੱਖ ਆਪਣੀ ਬਾਲ ਅਤੇ ਜਵਾਨੀ ਦਾ ਪੜਾਅ ਪਾਰ ਕਰਨ ਉਪਰੰਤ ਕਿਸੇ ਕਿੱਤੇ ਵਿੱਚ ਪੈ ਕੇ ਸੰਪਤੀ ਬਣਾਉਣ ਦੀ ਘੁੰਮਣ ਘੇਰੀ ਵਿੱਚ ਘਿਰਿਆ ਰਹਿੰਦਾ ਹੈ। ਜ਼ਿੰਦਗੀ ਨੂੰ ਸਾਰਥਕ ਢੰਗ ਨਾਲ ਜਿਉਣ ਲਈ ਇਨ੍ਹਾਂ ਚੀਜ਼ਾਂ ਦੀ ਲੋੜ ਵੀ ਹੈ। ਦੁਆਪਰ ਯੁਗ ਦੇ ਮਹਾਂ ਨਾਇਕ ਲਾਰਡ ਕ੍ਰਿਸ਼ਨਾ ਨੇ ਵੀ ਉਪਦੇਸ਼ ਦਿੱਤਾ ਹੈ ਕਿ ਕੋਈ ਵੀ ਵਿਅਕਤੀ ਸੰਪਤੀ, ਸ਼ਕਤੀ, ਯਸ਼, ਸੁੰਦਰਤਾ, ਗਿਆਨ ਅਤੇ ਤਿਆਗ ਨਾਲ ਹੀ ਆਕਰਸ਼ਕ ਬਣਦਾ ਹੈ। ਜਦ ਇਨਸਾਨ ਆਪਣੀ ਜ਼ਿੰਦਗੀ ਦੌਰਾਨ ਚਲ ਅਚੱਲ ਜਾਇਦਾਦ ਬਣਾਉਂਦਾ ਹੈ ਤਾਂ ਉਸ ਦੀ ਸਾਂਭ ਸੰਭਾਲ ਵੀ ਜ਼ਰੂਰੀ ਹੈ। ਲਈ ਹੁੰਦਿਆਂ ਅੱਖੀਂ ਵੇਖਿਆ ਹੈ। ਉਸ ਨੂੰ ਕੁੱਝ ਨਹੀਂ ਪਤਾ ਕਿ ਪਿਛਲਾ ਟੈਕਸ ਕਦੋਂ ਕਿੰਨਾ ਭਰਿਆ ਹੈ ਕਿੰਨਾ ਬਾਕੀ ਰਹਿੰਦਾ ਹੈ। ਪ੍ਰੋਪਰਟੀ ਨੰਬਰ ਵੀ ਯਾਦ ਨਹੀਂ। ਇਹ ਤਾਂ ਭਲਾ ਹੋਵੇ ਸਾਡੇ ਸਹਿ ਕਰਮੀ ਅਤੇ ਸਾਹਿਤਕ ਮਿੱਤਰ ਜਸਪਾਲ ਮਾਨਖੇੜਾ ਦੀ ਹੈ ਪਿਛਲੇ ਦਿਨੀਂ ਪ੍ਰੋਪਰਟੀ ਟੈਕਸ ਭਰਨ ਦੀ ਆਈ ਸਕੀਮ ਤਹਿਤ ਟੈਕਸ ਭਰਨ ਚੰਬਰ ਵਿਖੇ ਕਿਸ ਪਰਿਵਾਰ ਦੇ ਮੈਂਬਰ ਆਏ ਅਤੇ ਗੁੰਮ ਵਿਅਕਤੀ ਦੀ ਸੰਪਤੀ ਦੇ ਤਬਾਦਲੇ ਬਾਰੇ ਪੁੱਛਣ ਲੱਗੇ। ਜਦ ਵਸੀਕਾ ਨਵੀਸ ਨੇ ਗੁੰਮ ਹੋਏ ਵਿਅਕਤੀ ਬਾਰੇ ਲਿਖਾਈ ਐਫ.ਆਈ.ਆਰ ਮੰਗੀ ਤਾਂ ਉਨ੍ਹਾਂ ਨੂੰ ਇਹ ਗਿਆਨ ਹੀ ਨਹੀਂ ਸੀ ਕਿ ਐਫ.ਆਈ.ਆਰ ਲਿਖਾਉਣੀ ਹੁੰਦੀ ਹੈ। ਜਦ ਕਿ ਕਾਨੂੰਨ ਇਹ ਕਹਿੰਦਾ ਹੈ ਕਿ ਗੁੰਮ ਹੋਏ ਵਿਅਕਤੀ ਦੀ ਐਫ.ਆਈ.ਆਰ ਦਰਜ ਹੋਣ ਤੋਂ ਸੱਤ ਸਾਲ ਤੱਕ ਵਿਅਕਤੀ ਟ੍ਰੇਸ ਨਹੀਂ ਹੁੰਦਾ ਤਦ ਹੀ ਉਸਦੇ ਵਾਰਸ ਉਸਦੀ ਸੰਪਤੀ ਦੇ ਹੱਕਦਾਰ ਬਣਦੇ ਹਨ।	[733, 135, 941, 753]
article-paddy	[47, 633, 716, 1184]
article-body: ਨੇੜਲੇ ਪਿੰਡ ਸੋਹਾਣਾ ਦੇ ਇਤਿਹਾਸਕ ਗੁਰਦੁਆਰਾ ਸਿੰਘ ਸ਼ਹੀਦਾਂ ਵਿਖੇ ਦਸਵੀਂ ਦਾ ਦਿਹਾੜਾ 2 ਅਕਤੂਬਰ ਨੂੰ ਬੜੀ ਸ਼ਰਧਾ ਭਾਵਨਾ ਨਾਲ ਉਤਸ਼ਾਹਪੂਰਵਕ ਮਨਾਇਆ ਜਾਵੇਗਾ। ਇਸ ਸਬੰਧੀ ਜਾਣਕਾਰੀ ਦਿੰਦਿਆਂ ਪ੍ਰਬੰਧਕ ਕਮੇਟੀ ਦੇ ਬੁਲਾਰੇ ਨੇ ਦੱਸਿਆ ਕਿ ਇਸ ਦਿਨ ਸਵੇਰੇ ਸ੍ਰੀ ਅਖੰਡ ਪਾਠ ਸਾਹਿਬ ਦੇ ਭੋਗ ਉਪਰੰਤ ਸਾਰਾ ਦਿਨ ਧਾਰਮਿਕ ਦੀਵਾਨ ਸਜਾਏ ਜਾਣਗੇ, ਜਿਸ ਵਿੱਚ ਪੰਥ ਦੇ ਪ੍ਰਸਿੱਧ ਰਾਗੀ, ਢਾਡੀ, ਕਵੀਸ਼ਰੀ ਅਤੇ ਕਥਾਵਾਚਕ ਗੁਰਬਾਣੀ ਕੀਰਤਨ ਅਤੇ ਗੁਰ ਇਤਿਹਾਸ ਦੁਆਰਾ ਸੰਗਤਾਂ ਨੂੰ ਨਿਹਾਲ ਕਰਨਗੇ। ਇਸ ਮੌਕੇ ਗੁਰੂ ਕਾ ਲੰਗਰ ਅਤੁੱਟ ਵਰਤਾਇਆ ਜਾਵੇਗਾ।	[1224, 1640, 1397, 1948]
dateline: ਹੁਸ਼ਿਆਰਪੁਰ/ਦਲਜੀਤ ਅਜਨੋਹਾ	[57, 234, 194, 248]
dateline: ਐਸ.ਏ.ਐਸ. ਨਗਰ, 30 ਸਤੰਬਰ (ਪੈਗ਼ਾਮ-ਏ-ਜਗਤ)	[729, 1269, 934, 1302]
pullquote-text: ਲੋਕ ਕਿਸੇ ਵੀ ਸ਼ੱਕੀ ਵਸਤੂ ਜਾਂ ਘਟਨਾ ਪ੍ਰਤੀ ਸੁਚੇਤ ਰਹਿਣ - ਹਰਸਿਮਰਨ ਸਿੰਘ ਬੱਲ	[505, 2080, 685, 2142]
article-body: ਪੰਜਾਬ ਦੀਆਂ ਮੰਡੀਆਂ ਵਿੱਚ ਹੁਣ ਤੱਕ 1.88 ਲੱਖ ਮੀਟ੍ਰਿਕ ਟਨ ਝੋਨੇ ਦੀ ਆਮਦ ਹੋਈ ਹੈ, ਜਿਸ ਵਿੱਚੋਂ 1.77 ਲੱਖ ਮੀਟ੍ਰਿਕ ਟਨ ਝੋਨੇ ਦੀ ਸਫਲ ਖਰੀਦ ਹੋ ਚੁੱਕੀ ਹੈ। ਇਸ ਸਬੰਧੀ ਜਾਣਕਾਰੀ ਦਿੰਦਿਆਂ ਪੰਜਾਬ ਮੰਡੀ ਬੋਰਡ ਦੇ ਚੇਅਰਮੈਨ ਸ. ਹਰਚੰਦ ਸਿੰਘ ਬਰਸਟ ਨੇ ਦੱਸਿਆ ਕਿ ਸਰਕਾਰੀ ਏਜੰਸੀ ਪਨਗ੍ਰੇਨ ਵੱਲੋਂ 73,311 ਮੀਟ੍ਰਿਕ ਟਨ, ਐੱਫ.ਸੀ.ਆਈ. ਵੱਲੋਂ 202 ਮੀਟ੍ਰਿਕ ਟਨ, ਮਾਰਕਫੈੱਡ ਵੱਲੋਂ 49,298 ਮੀਟ੍ਰਿਕ ਟਨ, ਪਨਸਪ ਵੱਲੋਂ 32,509 ਮੀਟ੍ਰਿਕ ਟਨ ਅਤੇ ਵੇਅਰ ਹਾਊਸ ਵੱਲੋਂ 19,692 ਮੀਟ੍ਰਿਕ ਟਨ ਝੋਨੇ ਦੀ ਸਫਲ ਖਰੀਦ ਕੀਤੀ ਗਈ ਹੈ। ਬੀਤੇ ਸੋਮਵਾਰ ਨੂੰ 47,393 ਮੀਟ੍ਰਿਕ ਟਨ ਝੋਨੇ ਦੀ ਆਮਦ ਹੋਈ, ਜਦਕਿ 46,374 ਮੀਟ੍ਰਿਕ ਟਨ ਦੀ ਖਰੀਦ ਕੀਤੀ ਗਈ। ਉਨ੍ਹਾਂ ਦੱਸਿਆ ਕਿ ਪੰਜਾਬ ਵਿੱਚ 1822 ਮੰਡੀਆਂ ਘੋਸ਼ਿਤ ਕੀਤੀਆਂ ਗਈਆਂ ਹਨ, ਜਿੱਥੇ ਸਾਫ਼-ਸਫ਼ਾਈ, ਬਿਜਲੀ, ਪੀਣ ਵਾਲਾ ਪਾਣੀ, ਬਾਥਰੂਮ, ਛਾਂ ਅਤੇ ਬੈਠਣ ਆਦਿ ਦੀਆਂ ਲੋੜੀਂਦੀਆਂ ਸਹੂਲਤਾਂ ਦੇ ਪ੍ਰਬੰਧ ਕੀਤੇ ਗਏ ਹਨ। ਕਿਸਾਨਾਂ ਨੂੰ ਪੇਸ਼ ਆਉਣ ਵਾਲੀਆਂ ਮੁਸ਼ਕਲਾਂ ਦਾ ਜਲਦ ਤੋਂ ਜਲਦ ਨਿਪਟਾਰਾ ਕੀਤਾ ਜਾ ਸਕੇ। ਉਨ੍ਹਾਂ ਦੱਸਿਆ ਕਿ ਸਾਉਣੀ ਖਰੀਦ ਸੀਜ਼ਨ 2025-26 ਦੌਰਾਨ ਮੰਡੀਆਂ ਵਿੱਚ ਝੋਨੇ ਦੀ ਆਮਦ ਅਤੇ ਖਰੀਦ ਦੇ ਕਾਰਜ ਸੁਚਾਰੂ ਢੰਗ ਨਾਲ ਚੱਲ ਰਹੇ ਹਨ। ਦਫ਼ਤਰ ਪੱਧਰ 'ਤੇ ਵਿਸ਼ੇਸ਼ ਚੈਕਿੰਗ ਟੀਮ ਬਣਾਈ ਗਈ ਹੈ, ਜੋ ਮੰਡੀਆਂ ਵਿੱਚ ਜਾ ਕੇ ਚੈਕਿੰਗ ਕਰ ਰਹੀ ਹੈ। ਇਸ ਦੇ ਨਾਲ ਹੀ ਉਹ ਖੁਦ ਵੀ ਮੰਡੀਆਂ ਦਾ ਅਚਨਚੇਤ ਦੌਰਾ ਕਰਕੇ ਮੰਡੀਆਂ ਵਿੱਚ ਚੱਲ ਰਹੇ ਖਰੀਦ ਕਾਰਜਾਂ ਦਾ ਜਾਇਜ਼ਾ ਲੈਣਗੇ।	[47, 983, 716, 1182]
property-col2	[951, 213, 1387, 497]
link-facebook-x[interactable]: https://www.facebook.com/TheCEOPunjab/, https://x.com/TheCEOPunjab,	[905, 1779, 1142, 1811]
article-body: ਸ਼ਹੀਦ ਮੇਜਰ ਹਰਮਿੰਦਰਪਾਲ ਸਿੰਘ ਸਰਕਾਰੀ ਕਾਲਜ ਫੇਜ਼ 6 ਮੁਹਾਲੀ ਦੇ ਵਿਦਿਆਰਥੀਆਂ ਨੇ ਪੰਜਾਬੀ ਯੂਨੀਵਰਸਿਟੀ ਵੱਲੋਂ ਕਰਵਾਏ ਗਏ ਇੰਟਰ-ਕਾਲਜ ਵੇਟਲਿਫਟਿੰਗ ਟੂਰਨਾਮੈਂਟ ਦੌਰਾਨ ਵੱਖ-ਵੱਖ ਮੁਕਾਬਲਿਆਂ ਵਿੱਚ ਪ੍ਰਸ਼ੰਸਾਯੋਗ ਮੈਡਲ ਹਾਸਲ ਕੀਤੇ ਹਨ। ਕਾਲਜ ਦੀ ਪ੍ਰਿੰਸੀਪਲ ਸ੍ਰੀਮਤੀ ਗੁਰਿੰਦਰਜੀਤ ਕੌਰ ਨੇ ਦੱਸਿਆ ਕਿ ਕਾਲਜ ਦੀ ਵਿਦਿਆਰਥਣ ਗੁਰਲੀਨ ਕੌਰ (ਬੀ.ਏ. ਭਾਗ ਪਹਿਲਾ) ਨੇ ਗੋਲਡ ਮੈਡਲ, ਗਗਨਦੀਪ ਸਿੰਘ ਨੇ ਸਿਲਵਰ ਮੈਡਲ ਅਤੇ ਹੋਰ ਖਿਡਾਰੀਆਂ ਨੇ ਵੀ ਮੈਡਲ ਜਿੱਤੇ। ਉਨ੍ਹਾਂ ਦੱਸਿਆ ਕਿ ਇਨ੍ਹਾਂ ਵਿਦਿਆਰਥੀਆਂ ਨੇ ਟੂਰਨਾਮੈਂਟ ਵਿੱਚ ਭਾਗ ਲਿਆ। ਉਨ੍ਹਾਂ ਇਸ ਪ੍ਰਾਪਤੀ ਲਈ ਖਿਡਾਰੀਆਂ ਨੂੰ ਮੁਬਾਰਕਬਾਦ ਦਿੱਤੀ। ਇਸ ਮੌਕੇ ਪ੍ਰੋ. ਨਵਦੀਪ ਸਿੰਘ ਵੱਲੋਂ ਖਿਡਾਰੀਆਂ ਨੂੰ ਹੋਰ ਮਿਹਨਤ ਕਰਨ ਲਈ ਉਤਸ਼ਾਹਿਤ ਕੀਤਾ ਗਿਆ ਅਤੇ ਕਾਲਜ ਦੇ ਸਟਾਫ਼ ਵੱਲੋਂ ਵੀ ਵਿਦਿਆਰਥੀਆਂ ਦੀ ਹੌਸਲਾ ਅਫਜ਼ਾਈ ਕੀਤੀ ਗਈ।	[724, 1322, 1397, 1448]
headline-tree: ਬੂਟਾ ਲਗਾ ਕੇ ਮਨਾਇਆ ਸ਼ਹੀਦ ਭਗਤ ਸਿੰਘ ਦਾ ਜਨਮ ਦਿਹਾੜਾ	[1083, 799, 1381, 863]
bottom-three-columns	[724, 1463, 1397, 1951]
obituary-gurmat-row	[47, 1196, 716, 1657]
